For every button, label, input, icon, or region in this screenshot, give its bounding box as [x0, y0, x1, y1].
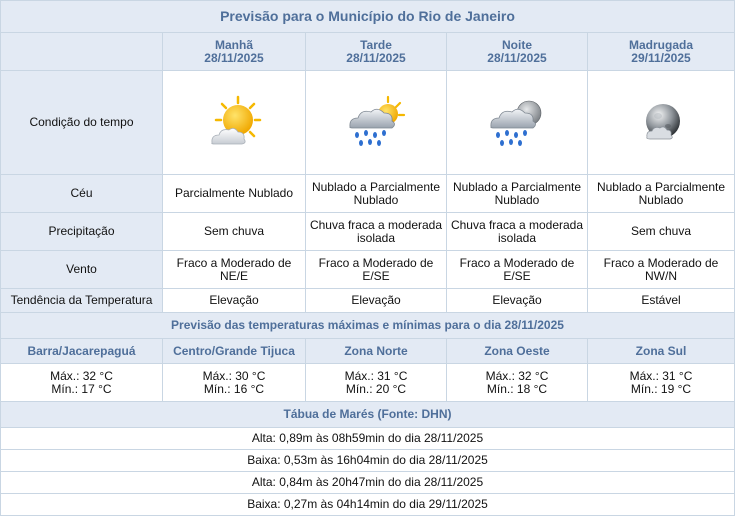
tide-entry: Baixa: 0,53m às 16h04min do dia 28/11/2025 — [1, 450, 735, 472]
zone-temps — [163, 364, 306, 402]
temp-min: Mín.: 18 °C — [486, 381, 548, 396]
tendencia-value: Elevação — [447, 289, 588, 313]
row-label-vento: Vento — [1, 251, 163, 289]
period-name: Manhã — [214, 37, 253, 52]
cloud-moon-rain-icon — [485, 91, 549, 155]
period-header-tarde — [306, 33, 447, 71]
row-label-condicao: Condição do tempo — [1, 71, 163, 175]
blank-header-cell — [1, 33, 163, 71]
vento-value: Fraco a Moderado de E/SE — [447, 251, 588, 289]
forecast-title: Previsão para o Município do Rio de Janeiro — [1, 1, 735, 33]
temp-min: Mín.: 20 °C — [345, 381, 407, 396]
title-row — [1, 1, 735, 33]
tide-section-title: Tábua de Marés (Fonte: DHN) — [1, 402, 735, 428]
tide-section-row — [1, 402, 735, 428]
row-label-tendencia: Tendência da Temperatura — [1, 289, 163, 313]
tide-row — [1, 494, 735, 516]
temp-min: Mín.: 16 °C — [203, 381, 265, 396]
period-date: 29/11/2025 — [631, 50, 691, 65]
period-name: Madrugada — [628, 37, 693, 52]
zone-header-row — [1, 339, 735, 364]
tide-entry: Baixa: 0,27m às 04h14min do dia 29/11/2025 — [1, 494, 735, 516]
precipitacao-value: Chuva fraca a moderada isolada — [447, 213, 588, 251]
period-date: 28/11/2025 — [204, 50, 264, 65]
sky-row — [1, 175, 735, 213]
tide-entry: Alta: 0,89m às 08h59min do dia 28/11/2025 — [1, 428, 735, 450]
row-label-precipitacao: Precipitação — [1, 213, 163, 251]
condition-row — [1, 71, 735, 175]
ceu-value: Nublado a Parcialmente Nublado — [588, 175, 735, 213]
period-date: 28/11/2025 — [346, 50, 406, 65]
temp-max: Máx.: 30 °C — [202, 368, 266, 383]
ceu-value: Nublado a Parcialmente Nublado — [306, 175, 447, 213]
zone-name: Zona Oeste — [447, 339, 588, 364]
partly-cloudy-sun-icon — [202, 91, 266, 155]
vento-value: Fraco a Moderado de NW/N — [588, 251, 735, 289]
ceu-value: Nublado a Parcialmente Nublado — [447, 175, 588, 213]
row-label-ceu: Céu — [1, 175, 163, 213]
precipitacao-value: Sem chuva — [163, 213, 306, 251]
zone-name: Barra/Jacarepaguá — [1, 339, 163, 364]
period-header-manha — [163, 33, 306, 71]
temperature-section-row — [1, 313, 735, 339]
precipitacao-value: Sem chuva — [588, 213, 735, 251]
zone-temps — [447, 364, 588, 402]
zone-temps — [1, 364, 163, 402]
temp-max: Máx.: 32 °C — [485, 368, 549, 383]
temperature-trend-row — [1, 289, 735, 313]
temp-max: Máx.: 32 °C — [50, 368, 113, 383]
precipitation-row — [1, 213, 735, 251]
cloud-sun-rain-icon — [344, 91, 408, 155]
zone-temps — [588, 364, 735, 402]
temp-max: Máx.: 31 °C — [629, 368, 693, 383]
tendencia-value: Estável — [588, 289, 735, 313]
tide-row — [1, 472, 735, 494]
precipitacao-value: Chuva fraca a moderada isolada — [306, 213, 447, 251]
temp-min: Mín.: 19 °C — [630, 381, 692, 396]
zone-name: Zona Norte — [306, 339, 447, 364]
temp-min: Mín.: 17 °C — [51, 381, 112, 396]
cloudy-moon-icon — [629, 91, 693, 155]
zone-name: Centro/Grande Tijuca — [163, 339, 306, 364]
period-header-row — [1, 33, 735, 71]
zone-temps — [306, 364, 447, 402]
vento-value: Fraco a Moderado de E/SE — [306, 251, 447, 289]
period-date: 28/11/2025 — [487, 50, 547, 65]
tendencia-value: Elevação — [163, 289, 306, 313]
tide-row — [1, 450, 735, 472]
period-header-madrugada — [588, 33, 735, 71]
tendencia-value: Elevação — [306, 289, 447, 313]
period-name: Noite — [502, 37, 532, 52]
wind-row — [1, 251, 735, 289]
vento-value: Fraco a Moderado de NE/E — [163, 251, 306, 289]
tide-entry: Alta: 0,84m às 20h47min do dia 28/11/2025 — [1, 472, 735, 494]
temperature-section-title: Previsão das temperaturas máximas e mínimas para o dia 28/11/2025 — [1, 313, 735, 339]
ceu-value: Parcialmente Nublado — [163, 175, 306, 213]
period-header-noite — [447, 33, 588, 71]
zone-temps-row — [1, 364, 735, 402]
tide-row — [1, 428, 735, 450]
zone-name: Zona Sul — [588, 339, 735, 364]
temp-max: Máx.: 31 °C — [344, 368, 408, 383]
period-name: Tarde — [360, 37, 392, 52]
